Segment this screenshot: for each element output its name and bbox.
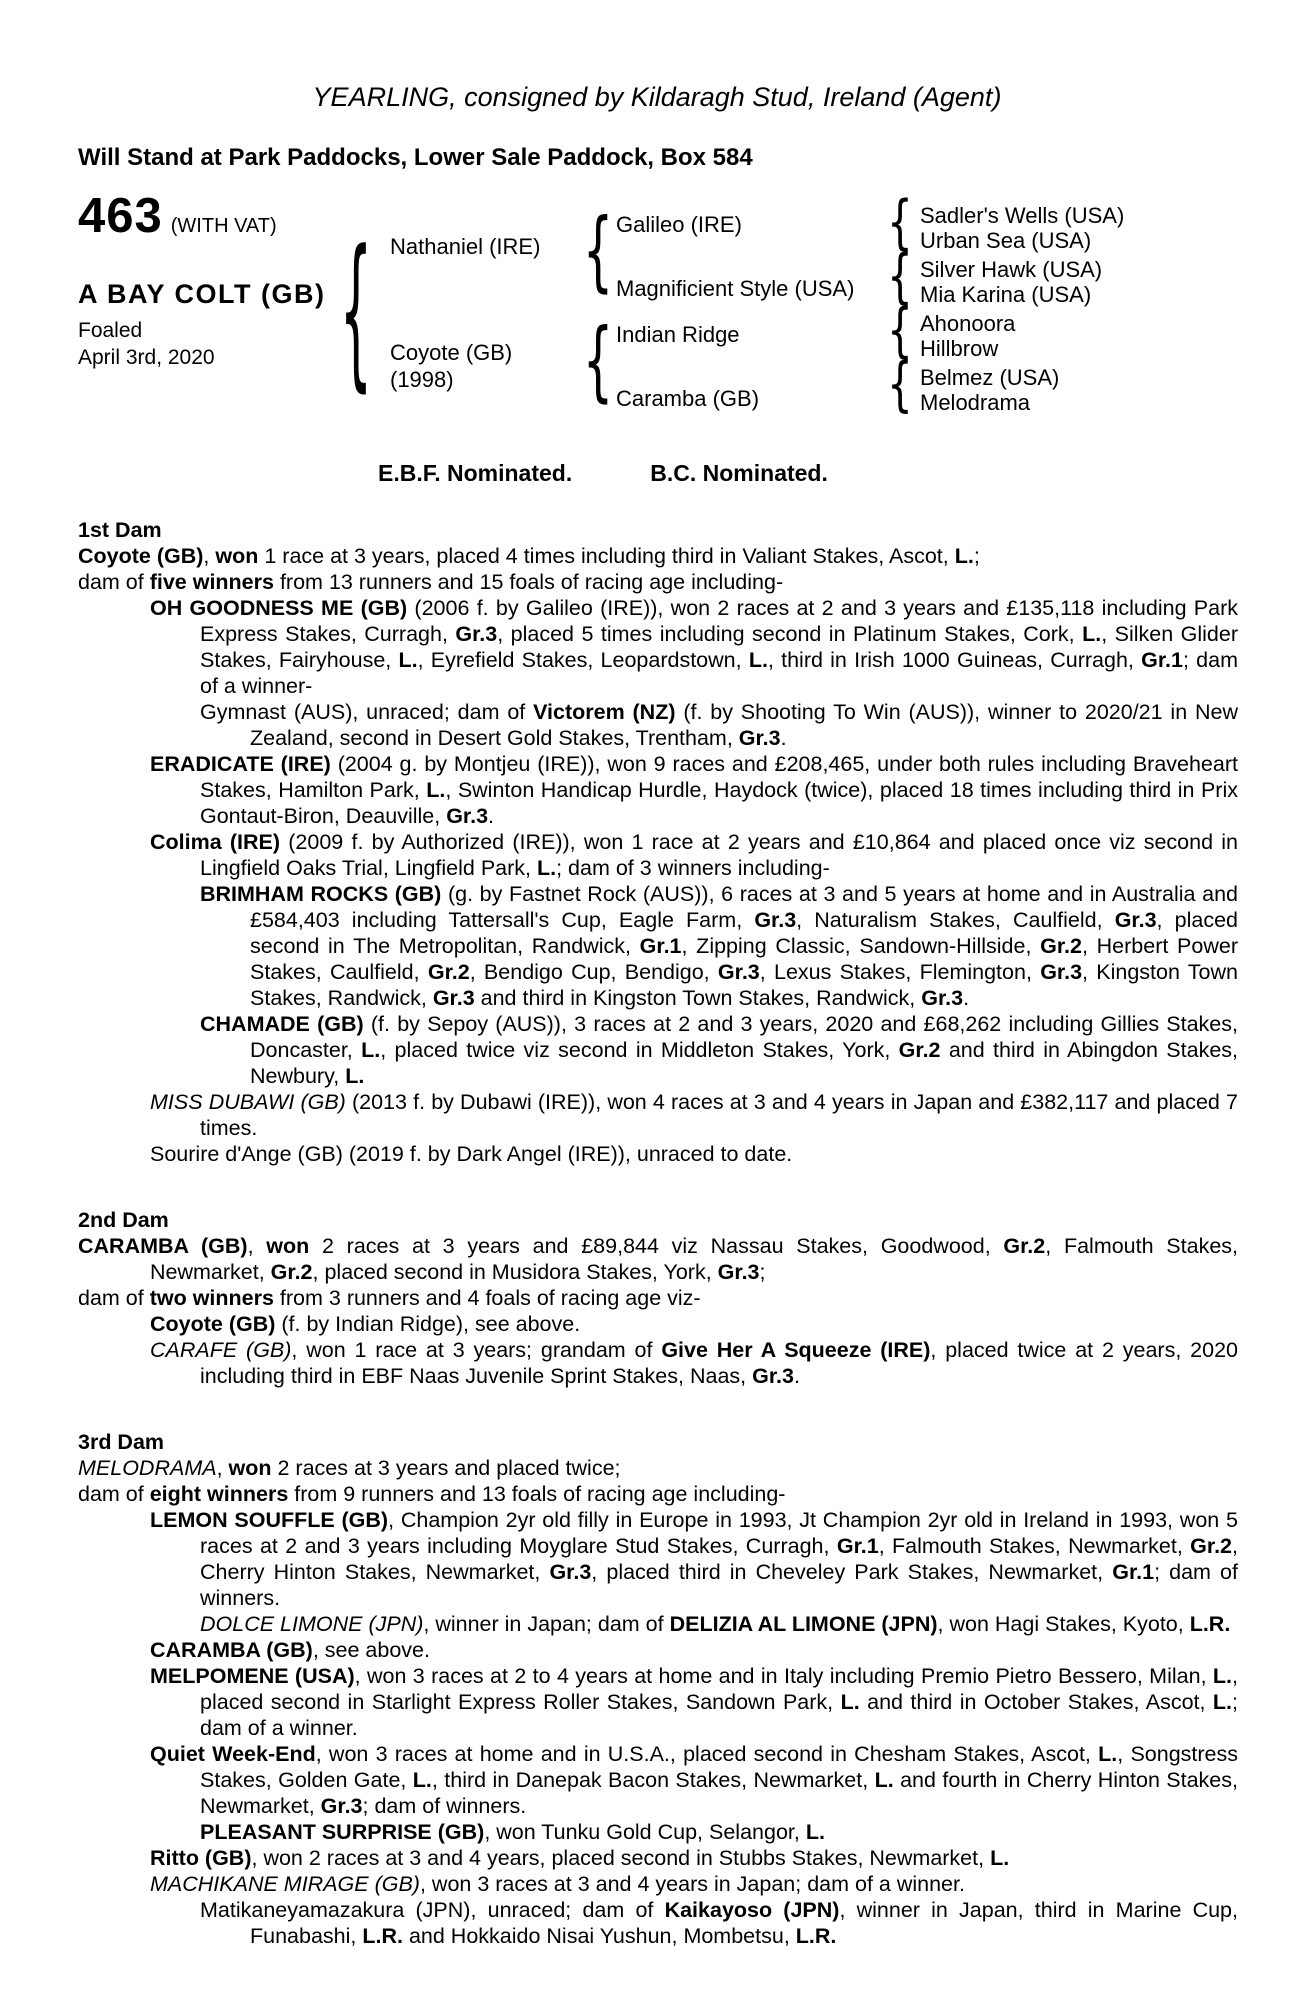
pedigree-paragraph: dam of five winners from 13 runners and 15 foals of racing age including- xyxy=(78,570,784,594)
foaled-date: April 3rd, 2020 xyxy=(78,346,215,369)
pedigree-sire: Nathaniel (IRE) xyxy=(390,234,541,259)
bc-nomination: B.C. Nominated. xyxy=(650,460,828,486)
pedigree-paragraph: PLEASANT SURPRISE (GB), won Tunku Gold Cup, Selangor, L. xyxy=(200,1820,825,1844)
pedigree-paragraph: dam of two winners from 3 runners and 4 foals of racing age viz- xyxy=(78,1286,701,1310)
pedigree-great-grandparent-7: Belmez (USA) xyxy=(920,365,1060,390)
lot-number: 463 xyxy=(78,189,163,243)
pedigree-table xyxy=(78,188,1238,454)
pedigree-paragraph: MISS DUBAWI (GB) (2013 f. by Dubawi (IRE)), won 4 races at 3 and 4 years in Japan and £382,117 and placed 7 times. xyxy=(150,1090,1238,1140)
pedigree-paragraph: MACHIKANE MIRAGE (GB), won 3 races at 3 and 4 years in Japan; dam of a winner. xyxy=(150,1872,965,1896)
pedigree-great-grandparent-8: Melodrama xyxy=(920,390,1031,415)
pedigree-paragraph: Gymnast (AUS), unraced; dam of Victorem (NZ) (f. by Shooting To Win (AUS)), winner to 2020/21 in New Zealand, second in Desert Gold Stakes, Trentham, Gr.3. xyxy=(200,700,1238,750)
pedigree-grandsire-maternal: Indian Ridge xyxy=(616,322,740,347)
pedigree-paragraph: MELPOMENE (USA), won 3 races at 2 to 4 years at home and in Italy including Premio Pietro Bessero, Milan, L., placed second in Starlight Express Roller Stakes, Sandown Park, L. and third in October Stakes, Ascot, L.; dam of a winner. xyxy=(150,1664,1239,1740)
page-title: YEARLING, consigned by Kildaragh Stud, Ireland (Agent) xyxy=(312,82,1002,112)
lot-vat-note: (WITH VAT) xyxy=(170,215,277,237)
pedigree-dam-year: (1998) xyxy=(390,367,454,392)
pedigree-paragraph: CHAMADE (GB) (f. by Sepoy (AUS)), 3 races at 2 and 3 years, 2020 and £68,262 including Gillies Stakes, Doncaster, L., placed twice viz second in Middleton Stakes, York, Gr.2 and third in Abingdon Stakes, Newbury, L. xyxy=(200,1012,1239,1088)
pedigree-great-grandparent-2: Urban Sea (USA) xyxy=(920,228,1092,253)
pedigree-brace-gg-2: { xyxy=(887,242,913,312)
dam-section-heading: 2nd Dam xyxy=(78,1208,169,1232)
pedigree-paragraph: Ritto (GB), won 2 races at 3 and 4 years, placed second in Stubbs Stakes, Newmarket, L. xyxy=(150,1846,1010,1870)
lot-row xyxy=(78,189,277,243)
pedigree-paragraph: Sourire d'Ange (GB) (2019 f. by Dark Angel (IRE)), unraced to date. xyxy=(150,1142,793,1166)
pedigree-paragraph: OH GOODNESS ME (GB) (2006 f. by Galileo (IRE)), won 2 races at 2 and 3 years and £135,118 including Park Express Stakes, Curragh, Gr.3, placed 5 times including second in Platinum Stakes, Cork, L., Silken Glider Stakes, Fairyhouse, L., Eyrefield Stakes, Leopardstown, L., third in Irish 1000 Guineas, Curragh, Gr.1; dam of a winner- xyxy=(150,596,1239,698)
pedigree-dam: Coyote (GB) xyxy=(390,340,513,365)
pedigree-paragraph: LEMON SOUFFLE (GB), Champion 2yr old filly in Europe in 1993, Jt Champion 2yr old in Ireland in 1993, won 5 races at 2 and 3 years including Moyglare Stud Stakes, Curragh, Gr.1, Falmouth Stakes, Newmarket, Gr.2, Cherry Hinton Stakes, Newmarket, Gr.3, placed third in Cheveley Park Stakes, Newmarket, Gr.1; dam of winners. xyxy=(150,1508,1238,1610)
dam-section xyxy=(78,517,1238,1167)
pedigree-paragraph: dam of eight winners from 9 runners and 13 foals of racing age including- xyxy=(78,1482,786,1506)
pedigree-brace-gg-1: { xyxy=(887,188,913,258)
pedigree-paragraph: CARAFE (GB), won 1 race at 3 years; grandam of Give Her A Squeeze (IRE), placed twice at 2 years, 2020 including third in EBF Naas Juvenile Sprint Stakes, Naas, Gr.3. xyxy=(150,1338,1238,1388)
pedigree-great-grandparent-5: Ahonoora xyxy=(920,311,1016,336)
pedigree-paragraph: Matikaneyamazakura (JPN), unraced; dam of Kaikayoso (JPN), winner in Japan, third in Marine Cup, Funabashi, L.R. and Hokkaido Nisai Yushun, Mombetsu, L.R. xyxy=(200,1898,1238,1948)
pedigree-paragraph: Coyote (GB) (f. by Indian Ridge), see above. xyxy=(150,1312,581,1336)
pedigree-sections xyxy=(78,517,1238,1949)
ebf-nomination: E.B.F. Nominated. xyxy=(378,460,573,486)
dam-section-heading: 1st Dam xyxy=(78,518,162,542)
pedigree-paragraph: Quiet Week-End, won 3 races at home and in U.S.A., placed second in Chesham Stakes, Ascot, L., Songstress Stakes, Golden Gate, L., third in Danepak Bacon Stakes, Newmarket, L. and fourth in Cherry Hinton Stakes, Newmarket, Gr.3; dam of winners. xyxy=(150,1742,1238,1818)
pedigree-brace-dam: { xyxy=(582,310,614,413)
foaled-label: Foaled xyxy=(78,319,143,342)
pedigree-granddam-maternal: Caramba (GB) xyxy=(616,386,760,411)
pedigree-brace-gg-3: { xyxy=(887,296,913,366)
lot-description: A BAY COLT (GB) xyxy=(78,279,326,309)
pedigree-granddam-paternal: Magnificient Style (USA) xyxy=(616,276,855,301)
pedigree-paragraph: DOLCE LIMONE (JPN), winner in Japan; dam of DELIZIA AL LIMONE (JPN), won Hagi Stakes, Kyoto, L.R. xyxy=(200,1612,1231,1636)
nominations-row xyxy=(378,460,1238,487)
pedigree-brace-gg-4: { xyxy=(887,350,913,420)
pedigree-brace-main: { xyxy=(339,216,373,409)
pedigree-great-grandparent-6: Hillbrow xyxy=(920,336,999,361)
pedigree-brace-sire: { xyxy=(582,200,614,303)
pedigree-paragraph: CARAMBA (GB), won 2 races at 3 years and £89,844 viz Nassau Stakes, Goodwood, Gr.2, Falmouth Stakes, Newmarket, Gr.2, placed second in Musidora Stakes, York, Gr.3; xyxy=(78,1234,1238,1284)
dam-section xyxy=(78,1429,1238,1949)
pedigree-paragraph: ERADICATE (IRE) (2004 g. by Montjeu (IRE)), won 9 races and £208,465, under both rules including Braveheart Stakes, Hamilton Park, L., Swinton Handicap Hurdle, Haydock (twice), placed 18 times including third in Prix Gontaut-Biron, Deauville, Gr.3. xyxy=(150,752,1238,828)
pedigree-paragraph: Coyote (GB), won 1 race at 3 years, placed 4 times including third in Valiant Stakes, Ascot, L.; xyxy=(78,544,980,568)
dam-section-heading: 3rd Dam xyxy=(78,1430,165,1454)
dam-section xyxy=(78,1207,1238,1389)
pedigree-paragraph: MELODRAMA, won 2 races at 3 years and placed twice; xyxy=(78,1456,621,1480)
pedigree-great-grandparent-3: Silver Hawk (USA) xyxy=(920,257,1103,282)
pedigree-great-grandparent-1: Sadler's Wells (USA) xyxy=(920,203,1125,228)
stand-location-line: Will Stand at Park Paddocks, Lower Sale Paddock, Box 584 xyxy=(78,144,753,171)
pedigree-paragraph: BRIMHAM ROCKS (GB) (g. by Fastnet Rock (AUS)), 6 races at 3 and 5 years at home and in Australia and £584,403 including Tattersall's Cup, Eagle Farm, Gr.3, Naturalism Stakes, Caulfield, Gr.3, placed second in The Metropolitan, Randwick, Gr.1, Zipping Classic, Sandown-Hillside, Gr.2, Herbert Power Stakes, Caulfield, Gr.2, Bendigo Cup, Bendigo, Gr.3, Lexus Stakes, Flemington, Gr.3, Kingston Town Stakes, Randwick, Gr.3 and third in Kingston Town Stakes, Randwick, Gr.3. xyxy=(200,882,1238,1010)
pedigree-grandsire-paternal: Galileo (IRE) xyxy=(616,212,742,237)
pedigree-paragraph: Colima (IRE) (2009 f. by Authorized (IRE)), won 1 race at 2 years and £10,864 and placed once viz second in Lingfield Oaks Trial, Lingfield Park, L.; dam of 3 winners including- xyxy=(150,830,1238,880)
pedigree-paragraph: CARAMBA (GB), see above. xyxy=(150,1638,430,1662)
pedigree-great-grandparent-4: Mia Karina (USA) xyxy=(920,282,1092,307)
